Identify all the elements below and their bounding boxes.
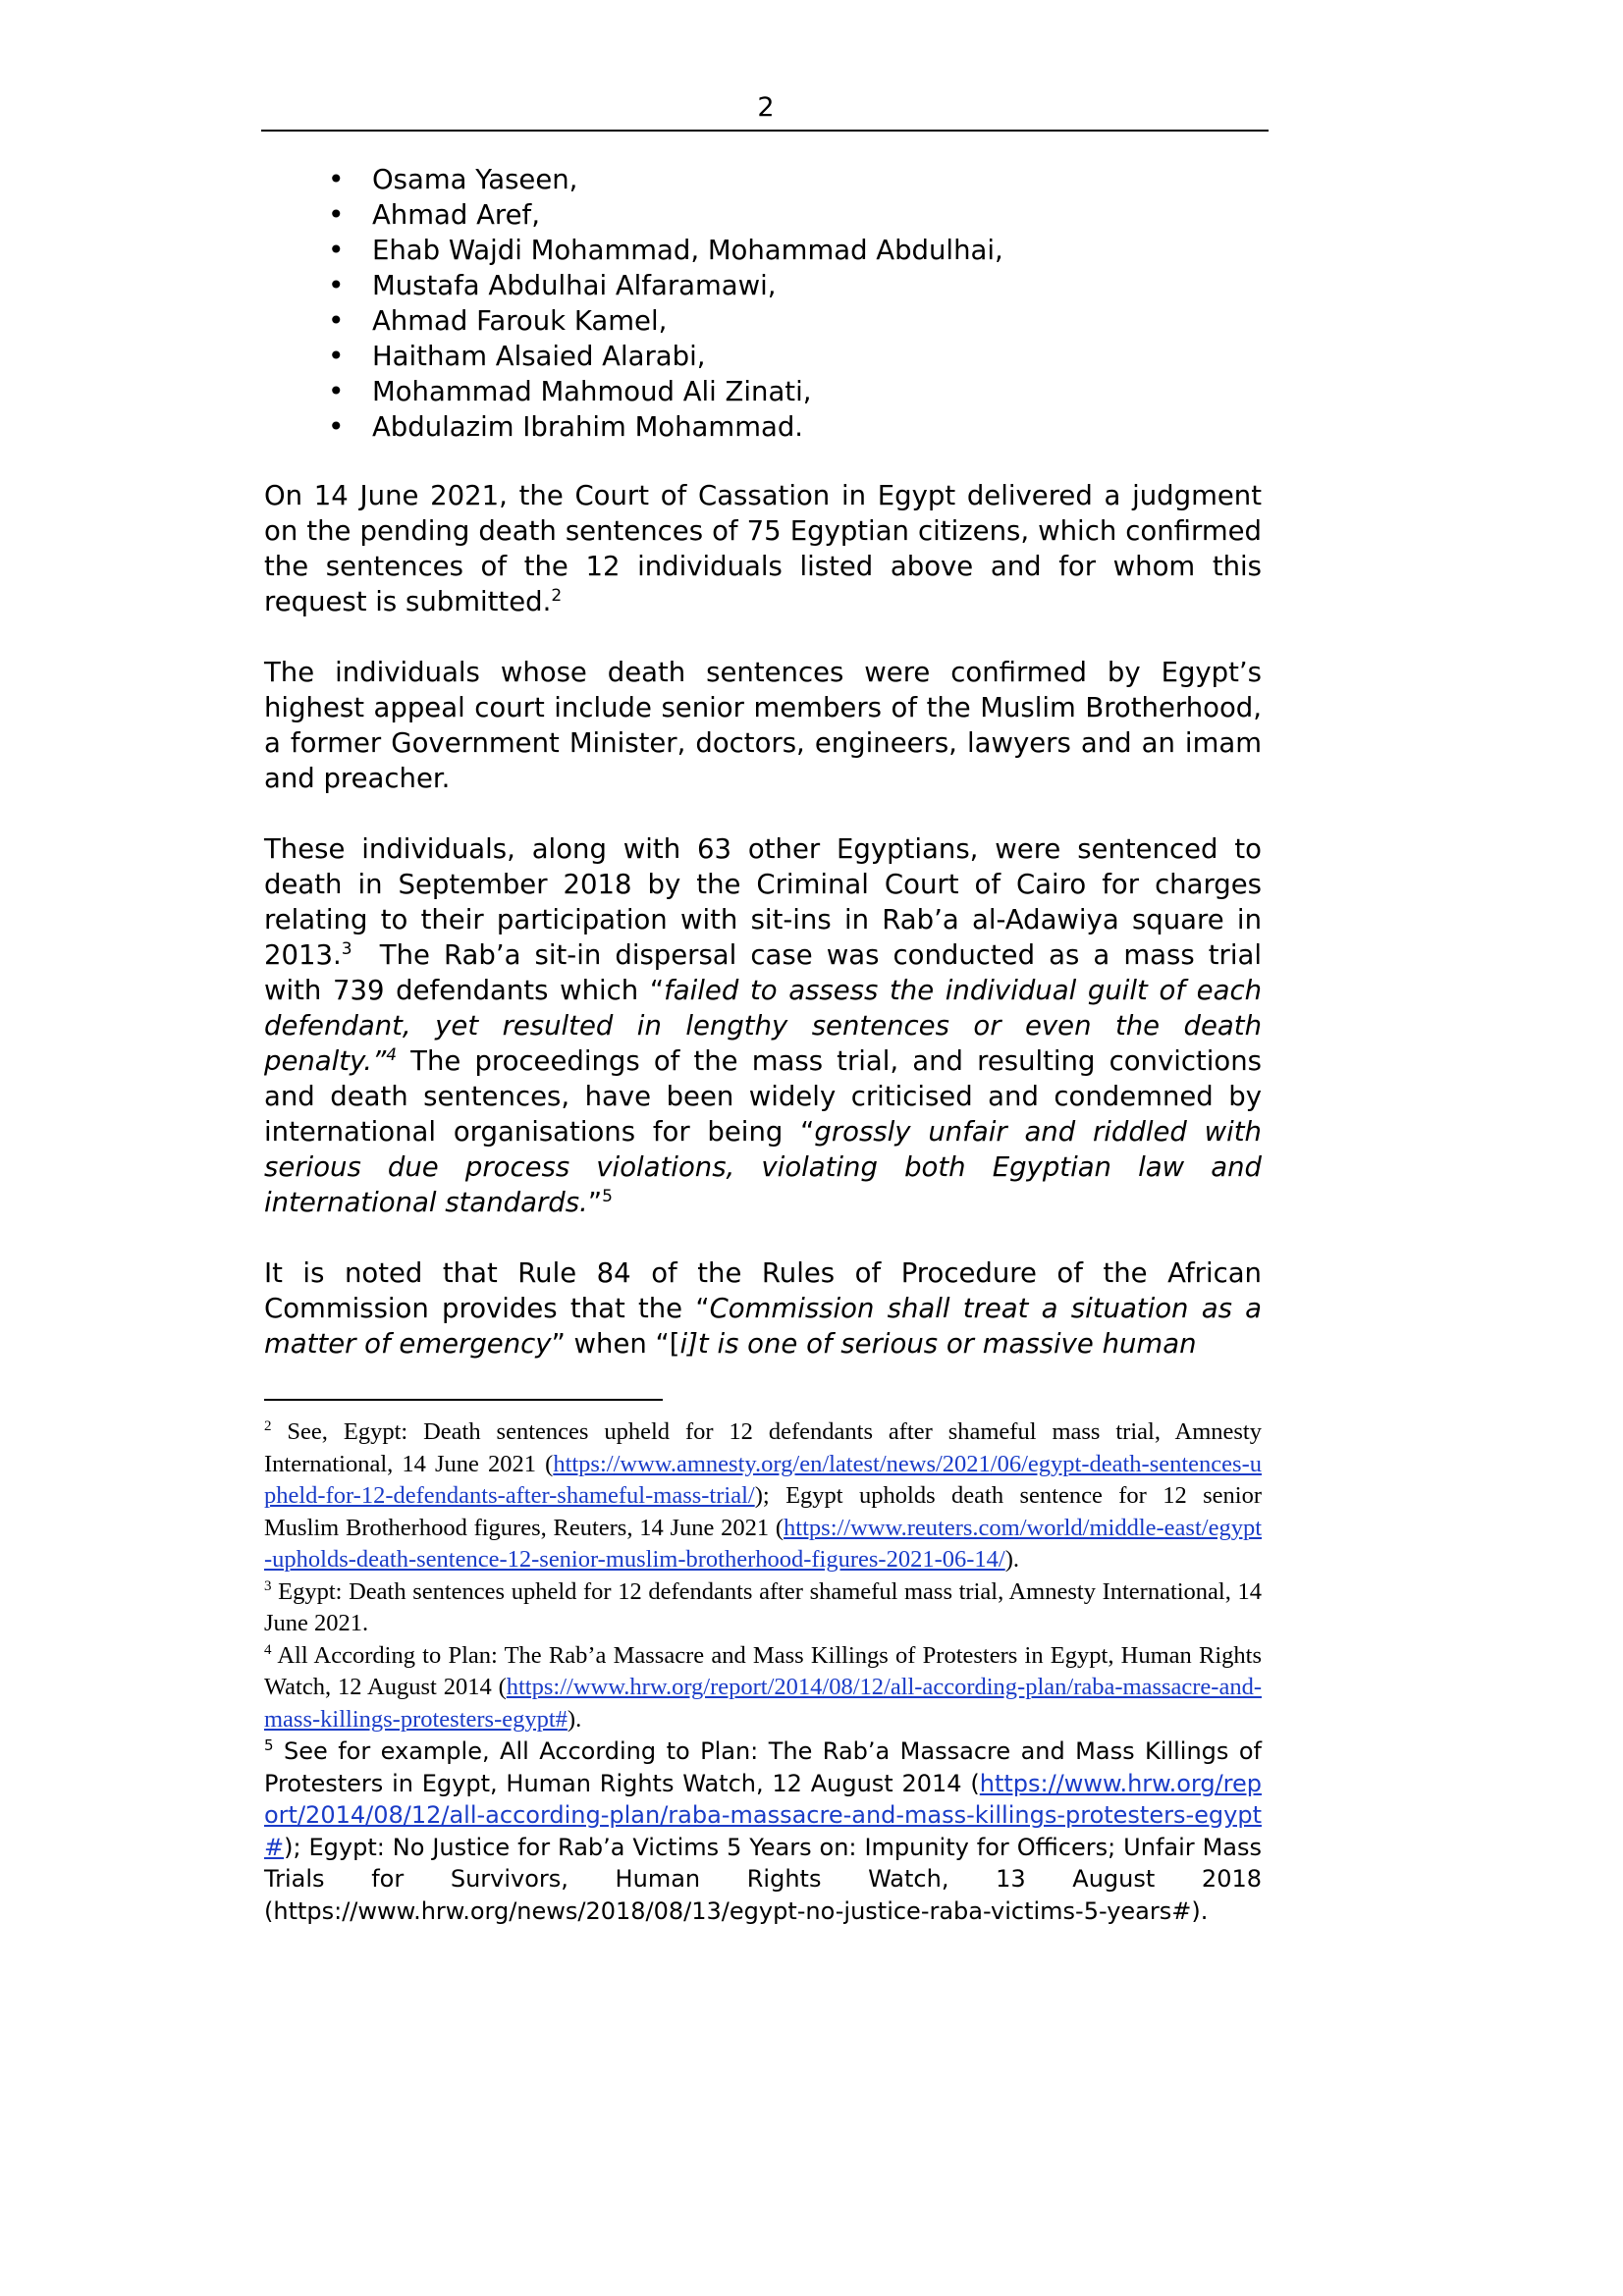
quote-text: failed to assess the individual guilt of each defendant, yet resulted in lengthy sentences or even the death penalty.”	[264, 975, 1262, 1077]
footnote-ref-2[interactable]: 2	[551, 585, 563, 606]
footnote-separator	[264, 1399, 663, 1401]
paragraph-text: The Rab’a sit-in dispersal case was conducted as a mass trial with 739 defendants which “	[264, 939, 1271, 1006]
list-item: • Abdulazim Ibrahim Mohammad.	[264, 409, 1262, 445]
footnotes	[264, 1416, 1262, 1927]
footnote-text: ); Egypt upholds death sentence for 12 senior Muslim Brotherhood figures, Reuters, 14 June 2021 (	[264, 1482, 1262, 1541]
list-item: • Ehab Wajdi Mohammad, Mohammad Abdulhai,	[264, 233, 1262, 268]
list-item: • Ahmad Farouk Kamel,	[264, 303, 1262, 339]
footnote-text: ).	[567, 1705, 582, 1733]
header-rule	[261, 130, 1269, 132]
footnote-ref-4[interactable]: 4	[386, 1044, 398, 1065]
footnote-2	[264, 1416, 1262, 1576]
names-list	[264, 162, 1262, 445]
footnote-text: ).	[1004, 1546, 1020, 1573]
footnote-link[interactable]: https://www.hrw.org/report/2014/08/12/all-according-plan/raba-massacre-and-mass-killings-protesters-egypt#	[264, 1769, 1262, 1861]
list-item: • Haitham Alsaied Alarabi,	[264, 339, 1262, 374]
paragraph-text: ” when “[	[551, 1328, 680, 1360]
footnote-link[interactable]: https://www.amnesty.org/en/latest/news/2021/06/egypt-death-sentences-upheld-for-12-defendants-after-shameful-mass-trial/	[264, 1450, 1262, 1509]
footnote-text: See, Egypt: Death sentences upheld for 12 defendants after shameful mass trial, Amnesty International, 14 June 2021 (	[264, 1418, 1262, 1477]
paragraph-text: These individuals, along with 63 other Egyptians, were sentenced to death in September 2018 by the Criminal Court of Cairo for charges relating to their participation with sit-ins in Rab’a al-Adawiya square in 2013.	[264, 833, 1262, 971]
footnote-5	[264, 1735, 1262, 1927]
footnote-text: Egypt: Death sentences upheld for 12 defendants after shameful mass trial, Amnesty International, 14 June 2021.	[264, 1577, 1262, 1636]
paragraph-text: On 14 June 2021, the Court of Cassation in Egypt delivered a judgment on the pending death sentences of 75 Egyptian citizens, which confirmed the sentences of the 12 individuals listed above and for whom this request is submitted.	[264, 480, 1262, 617]
list-item: • Mustafa Abdulhai Alfaramawi,	[264, 268, 1262, 303]
footnote-text: ); Egypt: No Justice for Rab’a Victims 5 Years on: Impunity for Officers; Unfair Mass Trials for Survivors, Human Rights Watch, 13 August 2018 (https://www.hrw.org/news/2018/08/13/egypt-no-justice-raba-victims-5-years#).	[264, 1833, 1262, 1925]
footnote-link[interactable]: https://www.reuters.com/world/middle-east/egypt-upholds-death-sentence-12-senior-muslim-brotherhood-figures-2021-06-14/	[264, 1514, 1262, 1573]
quote-text: Commission shall treat a situation as a matter of emergency	[264, 1293, 1262, 1360]
list-item: • Mohammad Mahmoud Ali Zinati,	[264, 374, 1262, 409]
footnote-text: See for example, All According to Plan: The Rab’a Massacre and Mass Killings of Protesters in Egypt, Human Rights Watch, 12 August 2014 (	[264, 1737, 1262, 1797]
footnote-3	[264, 1576, 1262, 1640]
footnote-number: 2	[264, 1417, 272, 1434]
footnote-ref-5[interactable]: 5	[602, 1186, 613, 1206]
footnote-number: 5	[264, 1736, 274, 1754]
footnote-text: All According to Plan: The Rab’a Massacre and Mass Killings of Protesters in Egypt, Human Rights Watch, 12 August 2014 (	[264, 1641, 1262, 1700]
paragraph-cassation	[264, 478, 1262, 619]
quote-text: i]t is one of serious or massive human	[679, 1328, 1197, 1360]
paragraph-text: The proceedings of the mass trial, and resulting convictions and death sentences, have been widely criticised and condemned by international organisations for being “	[264, 1045, 1262, 1148]
page-number: 2	[757, 92, 775, 123]
paragraph-rule-84	[264, 1255, 1262, 1362]
paragraph-individuals: The individuals whose death sentences were confirmed by Egypt’s highest appeal court include senior members of the Muslim Brotherhood, a former Government Minister, doctors, engineers, lawyers and an imam and preacher.	[264, 657, 1262, 794]
paragraph-text: It is noted that Rule 84 of the Rules of Procedure of the African Commission provides that the “	[264, 1257, 1262, 1324]
footnote-number: 3	[264, 1577, 272, 1594]
list-item: • Ahmad Aref,	[264, 197, 1262, 233]
footnote-number: 4	[264, 1641, 272, 1658]
body-text	[264, 162, 1271, 1397]
closing-quote: ”	[587, 1187, 603, 1218]
footnote-ref-3[interactable]: 3	[341, 938, 352, 959]
list-item: • Osama Yaseen,	[264, 162, 1262, 197]
paragraph-mass-trial	[264, 831, 1271, 1220]
quote-text: grossly unfair and riddled with serious due process violations, violating both Egyptian law and international standards.	[264, 1116, 1262, 1218]
footnote-link[interactable]: https://www.hrw.org/report/2014/08/12/all-according-plan/raba-massacre-and-mass-killings-protesters-egypt#	[264, 1674, 1262, 1733]
footnote-4	[264, 1640, 1262, 1736]
